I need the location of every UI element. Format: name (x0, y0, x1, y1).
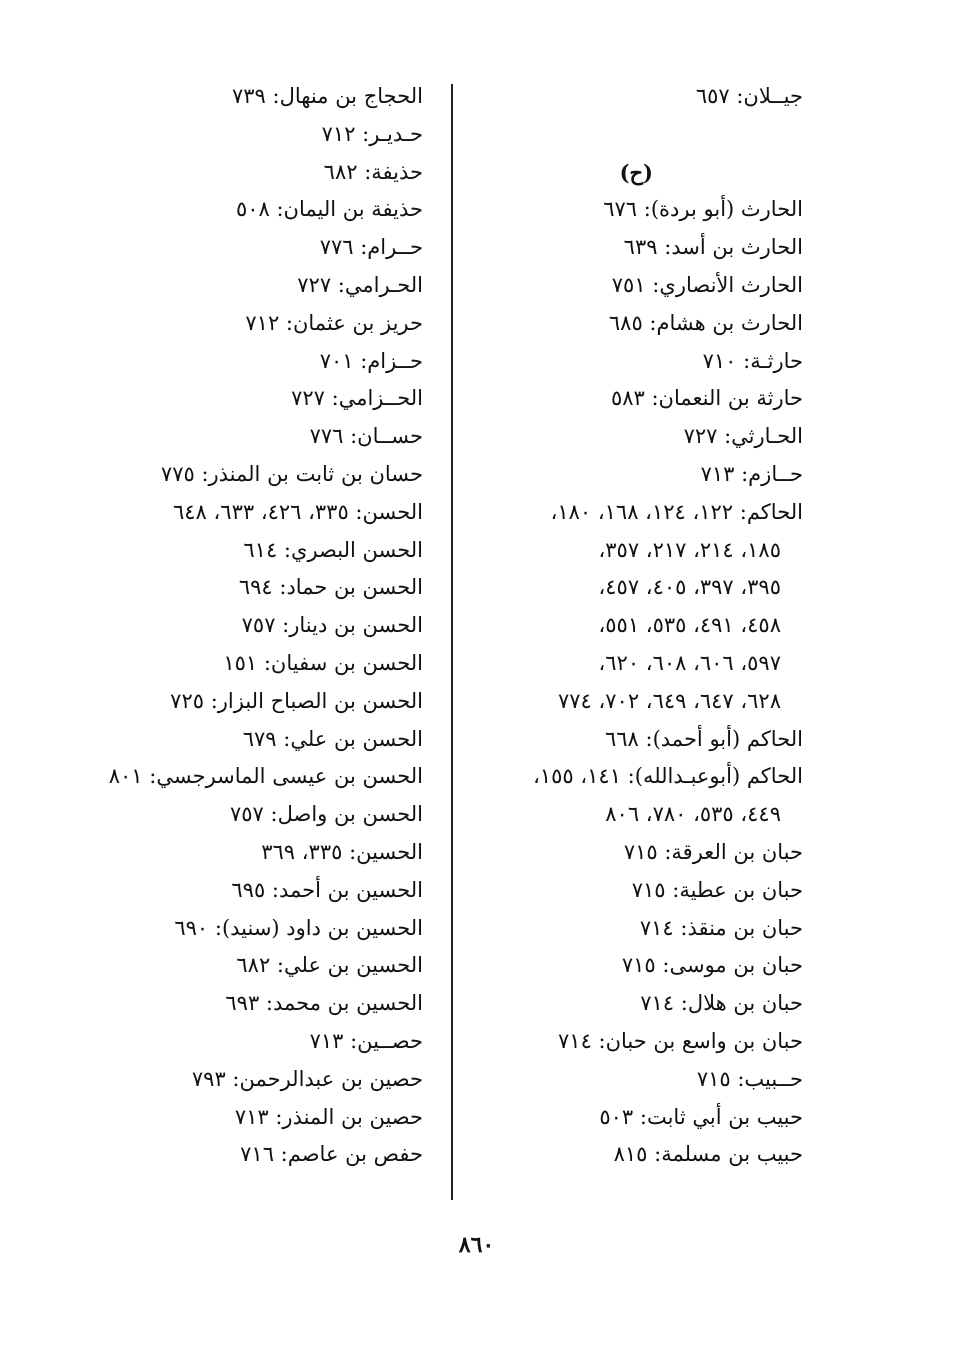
index-entry: حبان بن هلال: ٧١٤ (640, 991, 803, 1016)
index-entry: الحارث بن هشام: ٦٨٥ (608, 310, 803, 335)
index-entry: الحـرامي: ٧٢٧ (297, 272, 423, 297)
index-entry: حــازم: ٧١٣ (700, 461, 803, 486)
index-entry: الحسن بن حماد: ٦٩٤ (238, 575, 423, 600)
index-entry: الحاكم (أبوعبـدالله): ١٤١، ١٥٥، (533, 764, 803, 789)
index-entry: الحسن بن الصباح البزار: ٧٢٥ (170, 688, 423, 713)
index-entry: حارثة بن النعمان: ٥٨٣ (610, 386, 803, 411)
index-entry: الحارث (أبو بردة): ٦٧٦ (603, 197, 803, 222)
index-entry: حصين بن عبدالرحمن: ٧٩٣ (191, 1066, 423, 1091)
index-entry: حفص بن عاصم: ٧١٦ (240, 1142, 423, 1167)
index-entry: الحسين: ٣٣٥، ٣٦٩ (261, 839, 423, 864)
index-entry: الحسن بن دينار: ٧٥٧ (241, 613, 423, 638)
index-entry: الحسن: ٣٣٥، ٤٢٦، ٦٣٣، ٦٤٨ (173, 499, 423, 524)
index-entry: الحسين بن علي: ٦٨٢ (236, 953, 423, 978)
index-entry: حذيفة بن اليمان: ٥٠٨ (235, 197, 423, 222)
index-entry: حبان بن منقذ: ٧١٤ (639, 915, 803, 940)
index-entry: الحجاج بن منهال: ٧٣٩ (232, 84, 423, 108)
index-entry: حبان بن موسى: ٧١٥ (621, 953, 803, 978)
index-entry-continuation: ٤٤٩، ٥٣٥، ٧٨٠، ٨٠٦ (605, 802, 781, 827)
index-entry: حسان بن ثابت بن المنذر: ٧٧٥ (160, 461, 423, 486)
index-entry: حــرام: ٧٧٦ (319, 235, 423, 260)
index-entry: الحسن بن سفيان: ١٥١ (223, 650, 423, 675)
index-column-right (463, 78, 803, 1174)
index-entry: حبان بن واسع بن حبان: ٧١٤ (558, 1028, 803, 1053)
index-entry: حذيفة: ٦٨٢ (323, 159, 423, 184)
index-entry: حصــين: ٧١٣ (309, 1028, 423, 1053)
column-divider (451, 84, 453, 1200)
index-entry-continuation: ٤٥٨، ٤٩١، ٥٣٥، ٥٥١، (598, 613, 781, 638)
index-column-left (93, 78, 423, 1174)
index-entry-continuation: ١٨٥، ٢١٤، ٢١٧، ٣٥٧، (598, 537, 781, 562)
index-entry: الحسن البصري: ٦١٤ (243, 537, 423, 562)
index-entry: الحسين بن أحمد: ٦٩٥ (231, 877, 423, 902)
index-entry: الحاكم (أبو أحمد): ٦٦٨ (605, 726, 803, 751)
blank-line (463, 116, 803, 154)
index-entry-continuation: ٣٩٥، ٣٩٧، ٤٠٥، ٤٥٧، (598, 575, 781, 600)
index-entry: جيــلان: ٦٥٧ (695, 84, 803, 108)
index-entry: الحسن بن علي: ٦٧٩ (242, 726, 423, 751)
index-entry: حبيب بن أبي ثابت: ٥٠٣ (599, 1104, 803, 1129)
index-entry: الحسن بن واصل: ٧٥٧ (230, 802, 423, 827)
index-entry: الحسن بن عيسى الماسرجسي: ٨٠١ (108, 764, 423, 789)
index-entry: الحاكم: ١٢٢، ١٢٤، ١٦٨، ١٨٠، (550, 499, 803, 524)
index-entry: حبان بن عطية: ٧١٥ (631, 877, 803, 902)
index-entry: حصين بن المنذر: ٧١٣ (234, 1104, 423, 1129)
index-entry: الحسين بن داود (سنيد): ٦٩٠ (174, 915, 423, 940)
index-entry: الحــزامي: ٧٢٧ (291, 386, 423, 411)
index-entry: حــزام: ٧٠١ (319, 348, 423, 373)
index-entry: الحـارثي: ٧٢٧ (683, 424, 803, 449)
index-entry-continuation: ٥٩٧، ٦٠٦، ٦٠٨، ٦٢٠، (598, 650, 781, 675)
index-entry: حبان بن العرقة: ٧١٥ (623, 839, 803, 864)
index-entry: الحسين بن محمد: ٦٩٣ (225, 991, 423, 1016)
index-entry: حســان: ٧٧٦ (309, 424, 423, 449)
index-entry: الحارث الأنصاري: ٧٥١ (611, 272, 803, 297)
index-entry: حبيب بن مسلمة: ٨١٥ (613, 1142, 803, 1167)
index-entry: حارثـة: ٧١٠ (702, 348, 803, 373)
index-entry: حريز بن عثمان: ٧١٢ (245, 310, 423, 335)
index-entry: حــبيب: ٧١٥ (696, 1066, 803, 1091)
index-entry: حـديـر: ٧١٢ (321, 121, 423, 146)
index-entry-continuation: ٦٢٨، ٦٤٧، ٦٤٩، ٧٠٢، ٧٧٤ (557, 688, 781, 713)
index-entry: الحارث بن أسد: ٦٣٩ (623, 235, 803, 260)
section-heading: (ح) (619, 159, 653, 185)
page-number: ٨٦٠ (458, 1232, 495, 1258)
